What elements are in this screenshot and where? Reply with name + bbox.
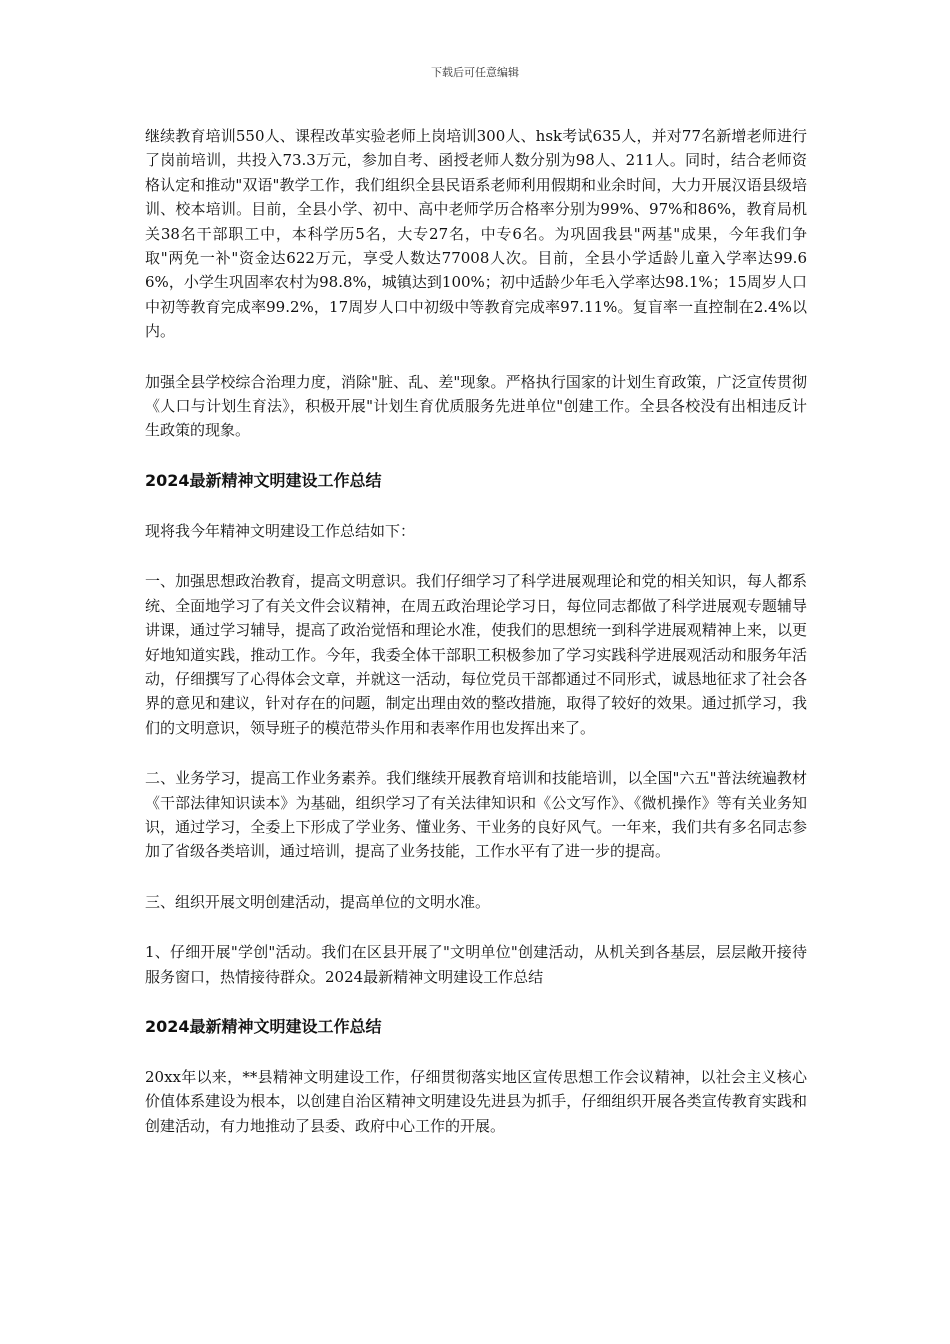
document-body <box>145 124 807 1164</box>
paragraph-education-stats: 继续教育培训550人、课程改革实验老师上岗培训300人、hsk考试635人，并对77名新增老师进行了岗前培训，共投入73.3万元，参加自考、函授老师人数分别为98人、211人。同时，结合老师资格认定和推动"双语"教学工作，我们组织全县民语系老师利用假期和业余时间，大力开展汉语县级培训、校本培训。目前，全县小学、初中、高中老师学历合格率分别为99%、97%和86%，教育局机关38名干部职工中，本科学历5名，大专27名，中专6名。为巩固我县"两基"成果，今年我们争取"两免一补"资金达622万元，享受人数达77008人次。目前，全县小学适龄儿童入学率达99.66%，小学生巩固率农村为98.8%，城镇达到100%；初中适龄少年毛入学率达98.1%；15周岁人口中初等教育完成率99.2%，17周岁人口中初级中等教育完成率97.11%。复盲率一直控制在2.4%以内。 <box>145 127 807 341</box>
paragraph-point-3-1: 1、仔细开展"学创"活动。我们在区县开展了"文明单位"创建活动，从机关到各基层，层层敞开接待服务窗口，热情接待群众。2024最新精神文明建设工作总结 <box>145 943 807 986</box>
paragraph-point-1: 一、加强思想政治教育，提高文明意识。我们仔细学习了科学进展观理论和党的相关知识，每人都系统、全面地学习了有关文件会议精神，在周五政治理论学习日，每位同志都做了科学进展观专题辅导讲课，通过学习辅导，提高了政治觉悟和理论水准，使我们的思想统一到科学进展观精神上来，以更好地知道实践，推动工作。今年，我委全体干部职工积极参加了学习实践科学进展观活动和服务年活动，仔细撰写了心得体会文章，并就这一活动，每位党员干部都通过不同形式，诚恳地征求了社会各界的意见和建议，针对存在的问题，制定出理由效的整改措施，取得了较好的效果。通过抓学习，我们的文明意识，领导班子的模范带头作用和表率作用也发挥出来了。 <box>145 572 807 737</box>
section-heading-2: 2024最新精神文明建设工作总结 <box>145 1016 382 1036</box>
paragraph-intro: 现将我今年精神文明建设工作总结如下： <box>145 521 416 540</box>
paragraph-county-summary: 20xx年以来，**县精神文明建设工作，仔细贯彻落实地区宣传思想工作会议精神，以社会主义核心价值体系建设为根本，以创建自治区精神文明建设先进县为抓手，仔细组织开展各类宣传教育实践和创建活动，有力地推动了县委、政府中心工作的开展。 <box>145 1067 807 1135</box>
page-header-note: 下载后可任意编辑 <box>431 66 519 79</box>
section-heading-1: 2024最新精神文明建设工作总结 <box>145 470 382 490</box>
paragraph-point-3: 三、组织开展文明创建活动，提高单位的文明水准。 <box>145 892 491 911</box>
paragraph-point-2: 二、业务学习，提高工作业务素养。我们继续开展教育培训和技能培训，以全国"六五"普法统遍教材《干部法律知识读本》为基础，组织学习了有关法律知识和《公文写作》、《微机操作》等有关业务知识，通过学习，全委上下形成了学业务、懂业务、干业务的良好风气。一年来，我们共有多名同志参加了省级各类培训，通过培训，提高了业务技能，工作水平有了进一步的提高。 <box>145 769 807 861</box>
paragraph-school-governance: 加强全县学校综合治理力度，消除"脏、乱、差"现象。严格执行国家的计划生育政策，广泛宣传贯彻《人口与计划生育法》，积极开展"计划生育优质服务先进单位"创建工作。全县各校没有出相违反计生政策的现象。 <box>145 372 807 440</box>
